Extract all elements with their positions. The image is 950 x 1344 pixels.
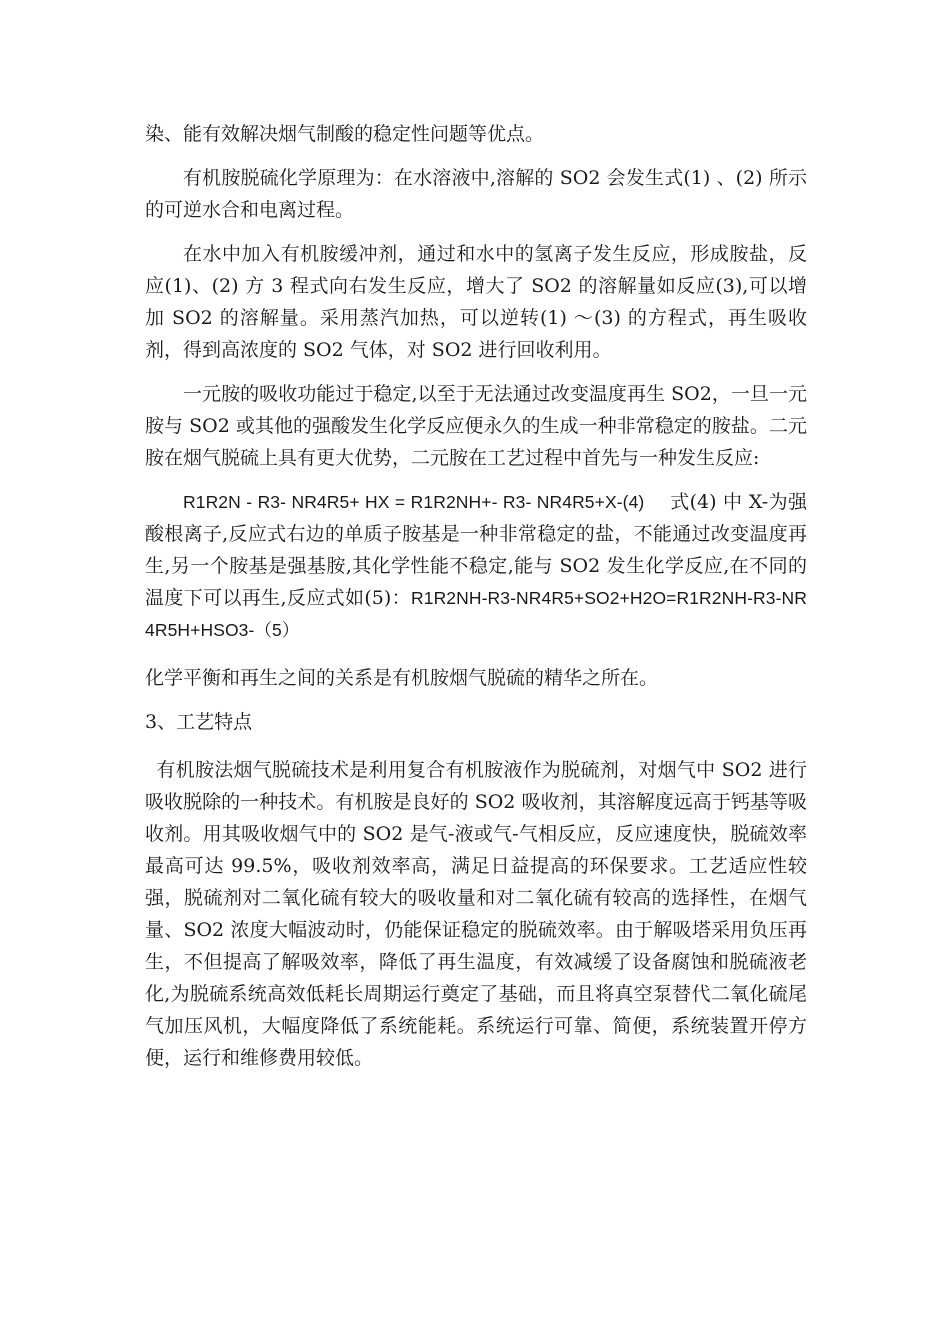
reaction-description: 式(4) 中 X-为强酸根离子,反应式右边的单质子胺基是一种非常稳定的盐，不能通过改变温度再生,另一个胺基是强基胺,其化学性能不稳定,能与 SO2 发生化学反应,在不同的温度下可以再生,反应式如(5)： bbox=[145, 491, 807, 609]
section-heading-process-features: 3、工艺特点 bbox=[145, 711, 253, 733]
document-body bbox=[145, 118, 807, 1086]
paragraph-equilibrium: 化学平衡和再生之间的关系是有机胺烟气脱硫的精华之所在。 bbox=[145, 667, 659, 689]
paragraph-process-features: 有机胺法烟气脱硫技术是利用复合有机胺液作为脱硫剂，对烟气中 SO2 进行吸收脱除的一种技术。有机胺是良好的 SO2 吸收剂，其溶解度远高于钙基等吸收剂。用其吸收烟气中的 SO2 是气-液或气-气相反应，反应速度快，脱硫效率最高可达 99.5%，吸收剂效率高，满足日益提高的环保要求。工艺适应性较强，脱硫剂对二氧化硫有较大的吸收量和对二氧化硫有较高的选择性，在烟气量、SO2 浓度大幅波动时，仍能保证稳定的脱硫效率。由于解吸塔采用负压再生，不但提高了解吸效率，降低了再生温度，有效减缓了设备腐蚀和脱硫液老化,为脱硫系统高效低耗长周期运行奠定了基础，而且将真空泵替代二氧化硫尾气加压风机，大幅度降低了系统能耗。系统运行可靠、简便，系统装置开停方便，运行和维修费用较低。 bbox=[145, 759, 807, 1069]
paragraph-monoamine: 一元胺的吸收功能过于稳定,以至于无法通过改变温度再生 SO2，一旦一元胺与 SO2 或其他的强酸发生化学反应便永久的生成一种非常稳定的胺盐。二元胺在烟气脱硫上具有更大优势，二元胺在工艺过程中首先与一种发生反应: bbox=[145, 383, 807, 469]
paragraph-amine-buffer: 在水中加入有机胺缓冲剂，通过和水中的氢离子发生反应，形成胺盐，反应(1)、(2) 方 3 程式向右发生反应，增大了 SO2 的溶解量如反应(3),可以增加 SO2 的溶解量。采用蒸汽加热，可以逆转(1) ～(3) 的方程式，再生吸收剂，得到高浓度的 SO2 气体，对 SO2 进行回收利用。 bbox=[145, 243, 807, 361]
paragraph-continuation: 染、能有效解决烟气制酸的稳定性问题等优点。 bbox=[145, 123, 545, 145]
reaction-formula-5: R1R2NH-R3-NR4R5+SO2+H2O=R1R2NH-R3-NR4R5H+HSO3-（5） bbox=[145, 588, 807, 640]
paragraph-chemistry-principle: 有机胺脱硫化学原理为：在水溶液中,溶解的 SO2 会发生式(1) 、(2) 所示的可逆水合和电离过程。 bbox=[145, 167, 807, 221]
paragraph-reaction-formula bbox=[145, 486, 807, 646]
reaction-formula-4: R1R2N - R3- NR4R5+ HX = R1R2NH+- R3- NR4R5+X-(4) bbox=[183, 492, 645, 512]
